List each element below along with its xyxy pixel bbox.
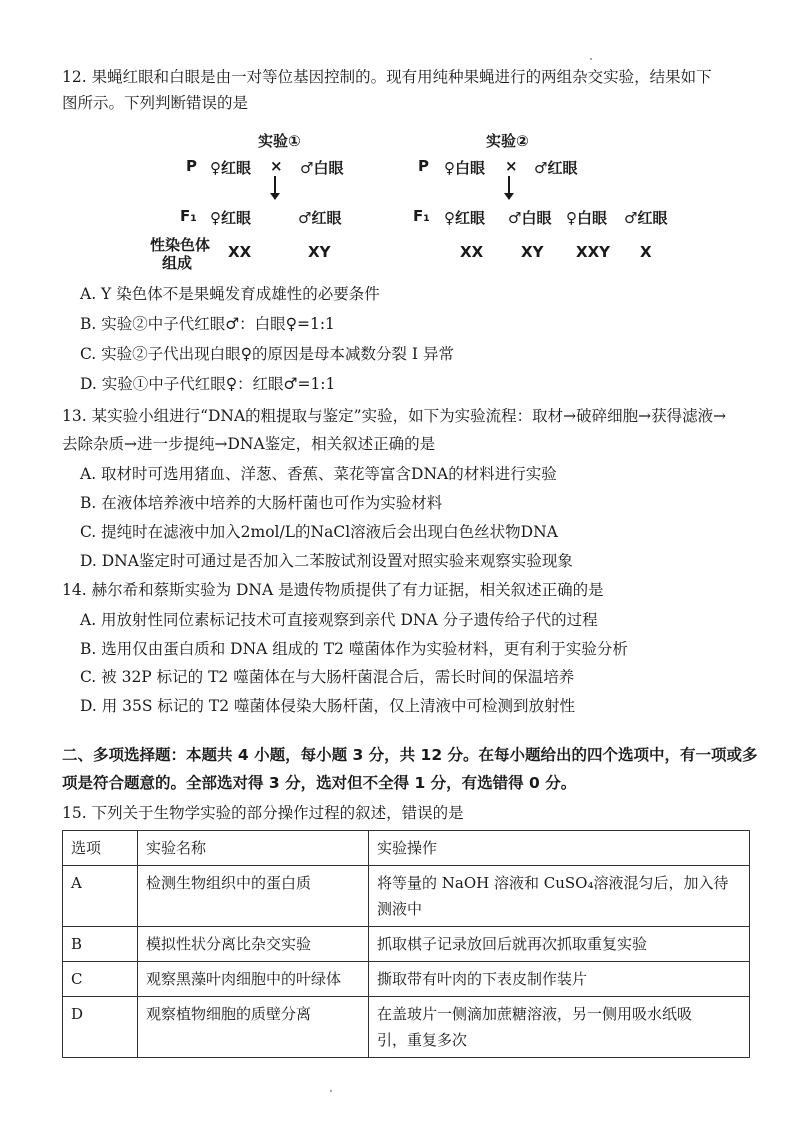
exp2-title: 实验② xyxy=(486,132,529,150)
section2-header-line1: 二、多项选择题：本题共 4 小题，每小题 3 分，共 12 分。在每小题给出的四个选项中，有一项或多 xyxy=(62,746,758,764)
row-b-option: B xyxy=(63,927,138,962)
table-header-row xyxy=(63,831,750,866)
scan-speck xyxy=(330,1090,332,1092)
exp2-arrow xyxy=(508,176,510,194)
q13-option-a: A. 取材时可选用猪血、洋葱、香蕉、菜花等富含DNA的材料进行实验 xyxy=(80,465,557,483)
q12-option-a: A. Y 染色体不是果蝇发育成雄性的必要条件 xyxy=(80,285,380,303)
q13-option-b: B. 在液体培养液中培养的大肠杆菌也可作为实验材料 xyxy=(80,494,443,512)
q13-option-d: D. DNA鉴定时可通过是否加入二苯胺试剂设置对照实验来观察实验现象 xyxy=(80,552,573,570)
q12-stem-line1: 12. 果蝇红眼和白眼是由一对等位基因控制的。现有用纯种果蝇进行的两组杂交实验，结果如下 xyxy=(62,68,712,86)
q15-stem: 15. 下列关于生物学实验的部分操作过程的叙述，错误的是 xyxy=(62,804,464,822)
row-a-operation xyxy=(369,866,750,927)
row-d-option: D xyxy=(63,997,138,1058)
exp1-f1-label: F₁ xyxy=(180,207,197,225)
exp2-p-male: ♂红眼 xyxy=(534,159,578,177)
exp2-cross: × xyxy=(505,157,518,175)
row-d-name: 观察植物细胞的质壁分离 xyxy=(138,997,369,1058)
exp1-chrom-0: XX xyxy=(228,243,252,261)
q14-stem: 14. 赫尔希和蔡斯实验为 DNA 是遗传物质提供了有力证据，相关叙述正确的是 xyxy=(62,581,604,599)
row-a-name: 检测生物组织中的蛋白质 xyxy=(138,866,369,927)
q14-option-a: A. 用放射性同位素标记技术可直接观察到亲代 DNA 分子遗传给子代的过程 xyxy=(80,611,598,629)
row-d-operation-line1: 在盖玻片一侧滴加蔗糖溶液，另一侧用吸水纸吸 xyxy=(377,1005,693,1023)
exp1-f1-0: ♀红眼 xyxy=(210,209,251,227)
exp1-p-label: P xyxy=(186,157,197,175)
row-c-option: C xyxy=(63,962,138,997)
chrom-row-label-1: 性染色体 xyxy=(150,236,211,254)
q12-option-b: B. 实验②中子代红眼♂：白眼♀=1:1 xyxy=(80,315,335,333)
q14-option-b: B. 选用仅由蛋白质和 DNA 组成的 T2 噬菌体作为实验材料，更有利于实验分析 xyxy=(80,640,628,658)
row-c-name: 观察黑藻叶肉细胞中的叶绿体 xyxy=(138,962,369,997)
table-row xyxy=(63,927,750,962)
header-experiment-name: 实验名称 xyxy=(138,831,369,866)
row-c-operation: 撕取带有叶肉的下表皮制作装片 xyxy=(369,962,750,997)
q13-stem-line1: 13. 某实验小组进行“DNA的粗提取与鉴定”实验，如下为实验流程：取材→破碎细胞→获得滤液→ xyxy=(62,407,727,425)
q13-option-c: C. 提纯时在滤液中加入2mol/L的NaCl溶液后会出现白色丝状物DNA xyxy=(80,523,558,541)
exp2-f1-0: ♀红眼 xyxy=(444,209,485,227)
row-b-operation: 抓取棋子记录放回后就再次抓取重复实验 xyxy=(369,927,750,962)
exp1-title: 实验① xyxy=(258,132,301,150)
exp1-p-male: ♂白眼 xyxy=(300,159,344,177)
exp2-p-label: P xyxy=(418,157,429,175)
table-row xyxy=(63,962,750,997)
exp1-p-female: ♀红眼 xyxy=(210,159,251,177)
exp2-p-female: ♀白眼 xyxy=(444,159,485,177)
exp1-f1-1: ♂红眼 xyxy=(298,209,342,227)
row-a-operation-line2: 测液中 xyxy=(377,900,423,918)
row-d-operation xyxy=(369,997,750,1058)
header-option: 选项 xyxy=(63,831,138,866)
q12-stem-line2: 图所示。下列判断错误的是 xyxy=(62,94,249,112)
row-a-option: A xyxy=(63,866,138,927)
exp2-chrom-3: X xyxy=(640,243,652,261)
q12-option-d: D. 实验①中子代红眼♀：红眼♂=1:1 xyxy=(80,375,336,393)
row-a-operation-line1: 将等量的 NaOH 溶液和 CuSO₄溶液混匀后，加入待 xyxy=(377,874,729,892)
q15-table xyxy=(62,830,750,1058)
exp2-chrom-2: XXY xyxy=(576,243,610,261)
exp1-chrom-1: XY xyxy=(308,243,331,261)
row-d-operation-line2: 引，重复多次 xyxy=(377,1031,468,1049)
exp2-f1-3: ♂红眼 xyxy=(624,209,668,227)
chrom-row-label-2: 组成 xyxy=(162,254,193,272)
scan-speck xyxy=(590,58,592,60)
exp2-f1-2: ♀白眼 xyxy=(566,209,607,227)
header-experiment-operation: 实验操作 xyxy=(369,831,750,866)
q14-option-c: C. 被 32P 标记的 T2 噬菌体在与大肠杆菌混合后，需长时间的保温培养 xyxy=(80,668,575,686)
exp1-arrow xyxy=(274,176,276,194)
exp2-chrom-1: XY xyxy=(521,243,544,261)
row-b-name: 模拟性状分离比杂交实验 xyxy=(138,927,369,962)
q13-stem-line2: 去除杂质→进一步提纯→DNA鉴定，相关叙述正确的是 xyxy=(62,435,436,453)
q14-option-d: D. 用 35S 标记的 T2 噬菌体侵染大肠杆菌，仅上清液中可检测到放射性 xyxy=(80,697,575,715)
section2-header-line2: 项是符合题意的。全部选对得 3 分，选对但不全得 1 分，有选错得 0 分。 xyxy=(62,774,577,792)
q12-option-c: C. 实验②子代出现白眼♀的原因是母本减数分裂 I 异常 xyxy=(80,345,454,363)
table-row xyxy=(63,866,750,927)
exp1-cross: × xyxy=(270,157,283,175)
table-row xyxy=(63,997,750,1058)
exp2-f1-label: F₁ xyxy=(413,207,430,225)
exp2-chrom-0: XX xyxy=(460,243,484,261)
exp2-f1-1: ♂白眼 xyxy=(508,209,552,227)
